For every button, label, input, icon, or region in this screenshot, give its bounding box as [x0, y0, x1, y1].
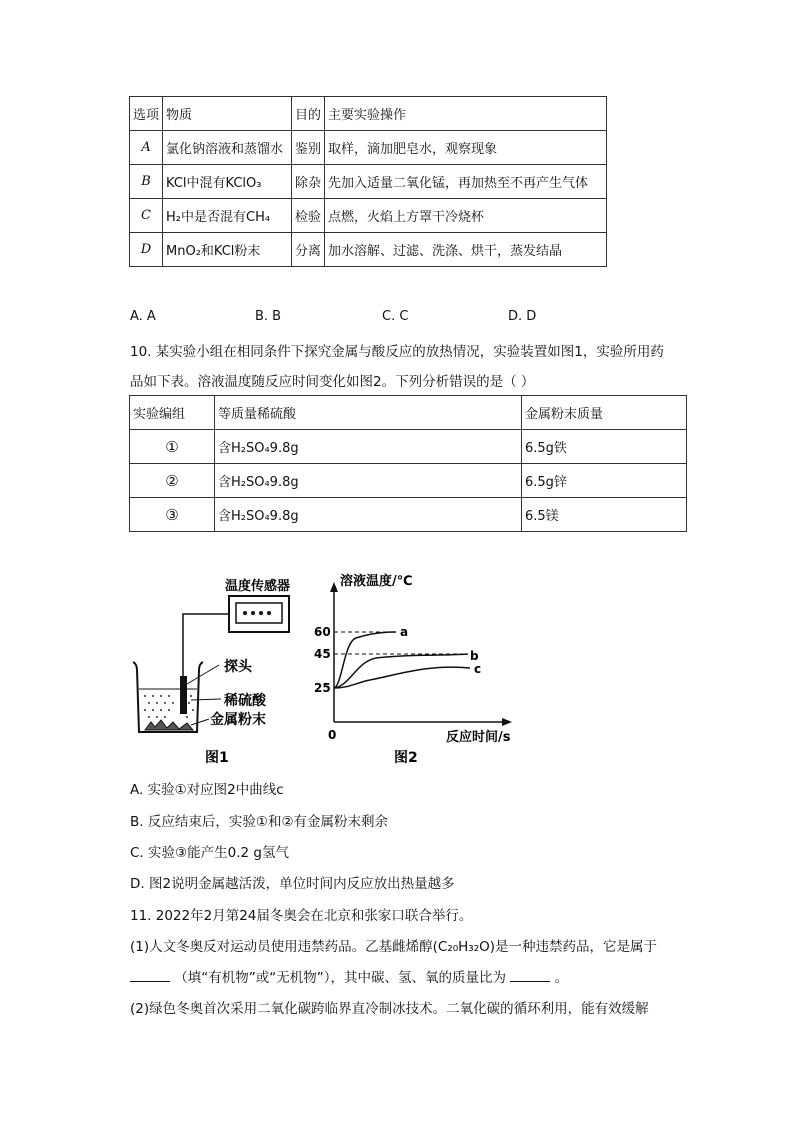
choice-c[interactable]: C. C [382, 309, 409, 324]
curve-b-label: b [470, 649, 479, 663]
table-row [130, 199, 607, 233]
purpose-cell: 除杂 [292, 165, 325, 199]
substance-cell: H₂中是否混有CH₄ [163, 199, 292, 233]
probe [180, 676, 187, 714]
group-cell: ① [130, 430, 215, 464]
question-11-line1: 11. 2022年2月第24届冬奥会在北京和张家口联合举行。 [130, 908, 473, 924]
figure-1-caption: 图1 [205, 750, 229, 766]
group-cell: ③ [130, 498, 215, 532]
header-cell: 实验编组 [130, 396, 215, 430]
question-10-option-d[interactable]: D. 图2说明金属越活泼，单位时间内反应放出热量越多 [130, 876, 455, 892]
x-axis-label: 反应时间/s [446, 730, 511, 745]
group-cell: ② [130, 464, 215, 498]
operation-cell: 取样，滴加肥皂水，观察现象 [325, 131, 607, 165]
acid-cell: 含H₂SO₄9.8g [215, 498, 522, 532]
choice-a[interactable]: A. A [130, 309, 156, 324]
powder-label: 金属粉末 [210, 712, 266, 728]
table-header-row [130, 396, 687, 430]
question-11-line3-text-b: 。 [554, 970, 569, 986]
curve-b [334, 654, 468, 688]
figure-1-apparatus [125, 572, 315, 772]
probe-leader [187, 665, 219, 684]
header-cell: 选项 [130, 97, 163, 131]
answer-blank-1[interactable] [130, 969, 170, 982]
purpose-cell: 检验 [292, 199, 325, 233]
operation-cell: 先加入适量二氧化锰，再加热至不再产生气体 [325, 165, 607, 199]
purpose-cell: 鉴别 [292, 131, 325, 165]
origin-label: 0 [328, 728, 337, 742]
figure-2-graph [310, 572, 520, 772]
question-11-line2: (1)人文冬奥反对运动员使用违禁药品。乙基雌烯醇(C₂₀H₃₂O)是一种违禁药品，它是属于 [130, 939, 658, 955]
sensor-wire [183, 614, 229, 684]
y-tick-60: 60 [314, 625, 331, 639]
y-tick-45: 45 [314, 647, 331, 661]
metal-cell: 6.5g锌 [522, 464, 687, 498]
header-cell: 目的 [292, 97, 325, 131]
operation-cell: 加水溶解、过滤、洗涤、烘干，蒸发结晶 [325, 233, 607, 267]
operation-cell: 点燃，火焰上方罩干冷烧杯 [325, 199, 607, 233]
experiment-table [129, 395, 687, 532]
question-10-option-b[interactable]: B. 反应结束后，实验①和②有金属粉末剩余 [130, 814, 389, 830]
question-10-stem-line1: 10. 某实验小组在相同条件下探究金属与酸反应的放热情况，实验装置如图1，实验所用药 [130, 344, 664, 360]
table-header-row [130, 97, 607, 131]
metal-cell: 6.5g铁 [522, 430, 687, 464]
y-axis-label: 溶液温度/℃ [340, 574, 413, 589]
question-10-stem-line2: 品如下表。溶液温度随反应时间变化如图2。下列分析错误的是（ ） [130, 374, 535, 390]
options-table [129, 96, 607, 267]
question-11-line3-text-a: （填“有机物”或“无机物”），其中碳、氢、氧的质量比为 [174, 970, 507, 986]
question-11-line3 [130, 966, 568, 986]
beaker [133, 662, 203, 732]
option-cell: A [130, 131, 163, 165]
table-row [130, 165, 607, 199]
acid-cell: 含H₂SO₄9.8g [215, 430, 522, 464]
option-cell: D [130, 233, 163, 267]
curve-c [334, 667, 470, 688]
substance-cell: MnO₂和KCl粉末 [163, 233, 292, 267]
table-row [130, 498, 687, 532]
header-cell: 等质量稀硫酸 [215, 396, 522, 430]
curve-a [334, 632, 396, 688]
acid-cell: 含H₂SO₄9.8g [215, 464, 522, 498]
substance-cell: 氯化钠溶液和蒸馏水 [163, 131, 292, 165]
table-row [130, 464, 687, 498]
metal-cell: 6.5镁 [522, 498, 687, 532]
question-10-option-a[interactable]: A. 实验①对应图2中曲线c [130, 782, 284, 798]
y-axis-arrow [330, 582, 338, 592]
acid-leader [191, 699, 221, 700]
sensor-label: 温度传感器 [225, 579, 291, 594]
acid-label: 稀硫酸 [224, 693, 266, 709]
table-row [130, 233, 607, 267]
probe-label: 探头 [224, 659, 252, 675]
question-11-line4: (2)绿色冬奥首次采用二氧化碳跨临界直冷制冰技术。二氧化碳的循环利用，能有效缓解 [130, 1001, 649, 1017]
table-row [130, 131, 607, 165]
question-10-option-c[interactable]: C. 实验③能产生0.2 g氢气 [130, 845, 289, 861]
answer-blank-2[interactable] [510, 969, 550, 982]
y-tick-25: 25 [314, 681, 331, 695]
substance-cell: KCl中混有KClO₃ [163, 165, 292, 199]
choice-d[interactable]: D. D [508, 309, 537, 324]
header-cell: 主要实验操作 [325, 97, 607, 131]
header-cell: 物质 [163, 97, 292, 131]
x-axis-arrow [502, 718, 512, 726]
table-row [130, 430, 687, 464]
metal-powder [145, 720, 193, 730]
option-cell: C [130, 199, 163, 233]
curve-c-label: c [474, 662, 482, 676]
figure-2-caption: 图2 [394, 750, 418, 766]
option-cell: B [130, 165, 163, 199]
header-cell: 金属粉末质量 [522, 396, 687, 430]
purpose-cell: 分离 [292, 233, 325, 267]
powder-leader [191, 719, 209, 725]
curve-a-label: a [400, 625, 409, 639]
choice-b[interactable]: B. B [255, 309, 282, 324]
